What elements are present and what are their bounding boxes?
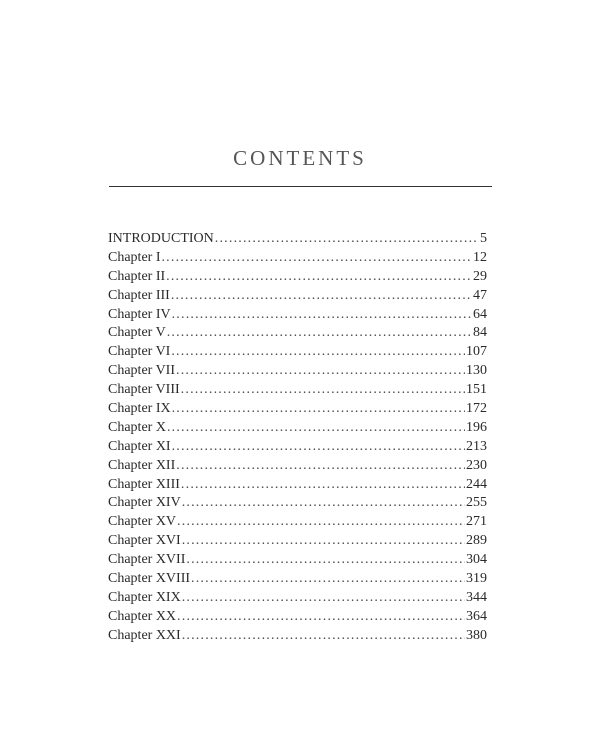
dot-leader bbox=[182, 494, 465, 513]
toc-entry-page: 84 bbox=[473, 325, 487, 341]
toc-entry-label: Chapter XV bbox=[108, 514, 177, 530]
toc-entry-chapter-12[interactable] bbox=[108, 457, 487, 476]
toc-entry-chapter-5[interactable] bbox=[108, 324, 487, 343]
toc-entry-label: Chapter II bbox=[108, 268, 166, 284]
toc-entry-chapter-19[interactable] bbox=[108, 589, 487, 608]
dot-leader bbox=[167, 419, 465, 438]
dot-leader bbox=[191, 570, 465, 589]
title-rule bbox=[109, 186, 492, 187]
toc-entry-chapter-4[interactable] bbox=[108, 306, 487, 325]
toc-entry-chapter-10[interactable] bbox=[108, 419, 487, 438]
page-title: CONTENTS bbox=[233, 146, 367, 170]
toc-entry-label: Chapter XX bbox=[108, 608, 177, 624]
dot-leader bbox=[176, 362, 465, 381]
toc-entry-chapter-6[interactable] bbox=[108, 343, 487, 362]
toc-entry-chapter-16[interactable] bbox=[108, 532, 487, 551]
toc-entry-label: Chapter XVII bbox=[108, 552, 186, 568]
toc-entry-chapter-9[interactable] bbox=[108, 400, 487, 419]
toc-entry-chapter-11[interactable] bbox=[108, 438, 487, 457]
toc-entry-label: Chapter IX bbox=[108, 401, 171, 417]
toc-entry-label: Chapter XXI bbox=[108, 627, 181, 643]
toc-entry-label: Chapter VII bbox=[108, 363, 175, 379]
toc-entry-label: Chapter XVI bbox=[108, 533, 181, 549]
toc-entry-label: Chapter V bbox=[108, 325, 166, 341]
toc-entry-page: 47 bbox=[473, 287, 487, 303]
toc-entry-chapter-21[interactable] bbox=[108, 627, 487, 646]
dot-leader bbox=[172, 306, 472, 325]
toc-entry-chapter-7[interactable] bbox=[108, 362, 487, 381]
toc-entry-page: 255 bbox=[466, 495, 487, 511]
toc-entry-page: 172 bbox=[466, 401, 487, 417]
toc-entry-label: Chapter XIX bbox=[108, 589, 181, 605]
toc-entry-introduction[interactable] bbox=[108, 230, 487, 249]
toc-entry-label: Chapter XIV bbox=[108, 495, 181, 511]
toc-entry-label: Chapter III bbox=[108, 287, 170, 303]
toc-entry-page: 230 bbox=[466, 457, 487, 473]
toc-entry-label: Chapter XVIII bbox=[108, 571, 191, 587]
dot-leader bbox=[177, 513, 465, 532]
dot-leader bbox=[215, 230, 479, 249]
toc-entry-chapter-2[interactable] bbox=[108, 268, 487, 287]
dot-leader bbox=[176, 457, 465, 476]
table-of-contents bbox=[108, 230, 487, 646]
dot-leader bbox=[172, 438, 465, 457]
dot-leader bbox=[167, 324, 472, 343]
toc-entry-label: Chapter XII bbox=[108, 457, 176, 473]
dot-leader bbox=[181, 381, 465, 400]
toc-entry-chapter-8[interactable] bbox=[108, 381, 487, 400]
dot-leader bbox=[172, 400, 465, 419]
toc-entry-page: 151 bbox=[466, 382, 487, 398]
dot-leader bbox=[182, 627, 465, 646]
dot-leader bbox=[182, 532, 465, 551]
dot-leader bbox=[186, 551, 465, 570]
toc-entry-label: Chapter X bbox=[108, 419, 166, 435]
toc-entry-label: Chapter IV bbox=[108, 306, 171, 322]
dot-leader bbox=[182, 589, 465, 608]
toc-entry-page: 213 bbox=[466, 438, 487, 454]
toc-entry-label: INTRODUCTION bbox=[108, 231, 214, 246]
dot-leader bbox=[177, 608, 465, 627]
toc-entry-label: Chapter XIII bbox=[108, 476, 180, 492]
toc-entry-chapter-14[interactable] bbox=[108, 494, 487, 513]
toc-entry-page: 244 bbox=[466, 476, 487, 492]
toc-entry-chapter-3[interactable] bbox=[108, 287, 487, 306]
toc-entry-page: 319 bbox=[466, 571, 487, 587]
toc-entry-chapter-17[interactable] bbox=[108, 551, 487, 570]
toc-entry-page: 12 bbox=[473, 249, 487, 265]
toc-entry-page: 107 bbox=[466, 344, 487, 360]
toc-entry-page: 364 bbox=[466, 608, 487, 624]
toc-entry-page: 380 bbox=[466, 627, 487, 643]
toc-entry-label: Chapter VIII bbox=[108, 382, 180, 398]
toc-entry-page: 196 bbox=[466, 419, 487, 435]
toc-entry-label: Chapter I bbox=[108, 249, 161, 265]
toc-entry-page: 271 bbox=[466, 514, 487, 530]
toc-entry-page: 5 bbox=[480, 231, 487, 246]
toc-entry-page: 29 bbox=[473, 268, 487, 284]
dot-leader bbox=[171, 343, 465, 362]
dot-leader bbox=[161, 249, 472, 268]
dot-leader bbox=[166, 268, 472, 287]
toc-entry-chapter-18[interactable] bbox=[108, 570, 487, 589]
toc-entry-label: Chapter VI bbox=[108, 344, 171, 360]
dot-leader bbox=[171, 287, 472, 306]
toc-entry-page: 304 bbox=[466, 552, 487, 568]
dot-leader bbox=[181, 476, 465, 495]
toc-entry-chapter-20[interactable] bbox=[108, 608, 487, 627]
toc-entry-chapter-13[interactable] bbox=[108, 476, 487, 495]
toc-entry-label: Chapter XI bbox=[108, 438, 171, 454]
toc-entry-page: 130 bbox=[466, 363, 487, 379]
toc-entry-chapter-1[interactable] bbox=[108, 249, 487, 268]
toc-entry-page: 64 bbox=[473, 306, 487, 322]
toc-entry-page: 289 bbox=[466, 533, 487, 549]
toc-entry-chapter-15[interactable] bbox=[108, 513, 487, 532]
toc-entry-page: 344 bbox=[466, 589, 487, 605]
